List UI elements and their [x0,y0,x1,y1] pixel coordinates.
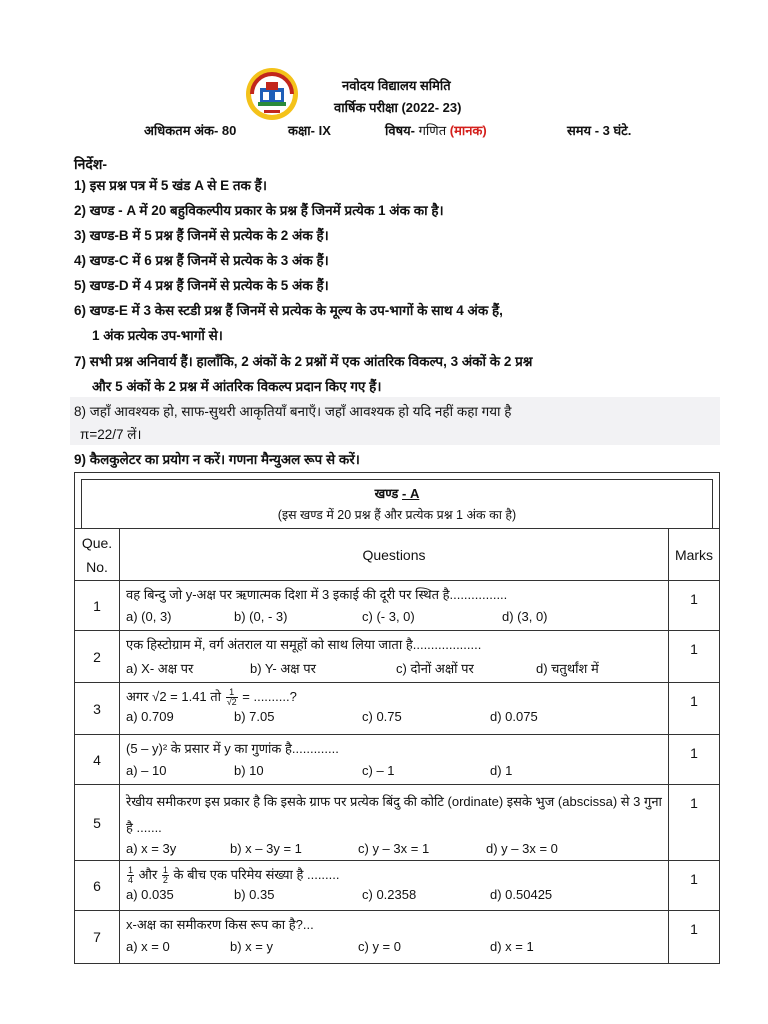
option-c: c) 0.75 [362,709,402,725]
question-cell [120,735,669,784]
question-text [126,865,662,885]
table-row [75,861,719,911]
option-d: d) y – 3x = 0 [486,841,558,856]
instruction-item: 9) कैलकुलेटर का प्रयोग न करें। गणना मैन्युअल रूप से करें। [74,452,360,467]
option-c: c) y = 0 [358,939,401,954]
options-row [126,939,662,959]
col-header-questions: Questions [120,529,669,580]
option-c: c) 0.2358 [362,887,417,903]
col-header-marks: Marks [674,546,714,563]
question-cell [120,785,669,860]
question-marks: 1 [690,745,698,761]
fraction-denominator: √2 [226,697,237,708]
org-name: नवोदय विद्यालय समिति [342,78,451,93]
option-d: d) (3, 0) [502,609,548,624]
options-row [126,659,662,679]
instruction-item: 6) खण्ड-E में 3 केस स्टडी प्रश्न हैं जिनमें से प्रत्येक के मूल्य के उप-भागों के साथ 4 अंक हैं, [74,303,503,318]
question-marks: 1 [690,693,698,709]
option-d: d) 0.075 [490,709,538,725]
option-a: a) 0.035 [126,887,174,903]
question-cell [120,911,669,963]
instruction-item: 8) जहाँ आवश्यक हो, साफ-सुथरी आकृतियाँ बनाएँ। जहाँ आवश्यक हो यदि नहीं कहा गया है [74,404,512,419]
option-a: a) – 10 [126,763,167,778]
section-title-letter: - A [402,486,420,501]
subject-label [385,121,487,139]
question-marks: 1 [690,641,698,657]
question-number: 4 [75,735,120,784]
col-header-no [75,529,120,580]
options-row [126,609,662,629]
section-title-prefix: खण्ड [374,486,403,501]
fraction-numerator: 1 [128,865,134,876]
option-b: b) x – 3y = 1 [230,841,302,856]
subject-name: गणित [418,123,447,138]
question-text: रेखीय समीकरण इस प्रकार है कि इसके ग्राफ पर प्रत्येक बिंदु की कोटि (ordinate) इसके भुज (abscissa) से 3 गुना है ....... [126,794,662,835]
fraction-denominator: 4 [128,875,134,886]
option-b: b) x = y [230,939,273,954]
instruction-item: 3) खण्ड-B में 5 प्रश्न हैं जिनमें से प्रत्येक के 2 अंक हैं। [74,228,329,243]
options-row [126,763,662,783]
option-b: b) 0.35 [234,887,275,903]
question-marks: 1 [690,871,698,887]
question-text: (5 – y)² के प्रसार में y का गुणांक है............. [126,741,339,756]
option-c: c) (- 3, 0) [362,609,415,624]
question-cell [120,683,669,734]
fraction-numerator: 1 [226,688,238,698]
question-number: 2 [75,631,120,682]
instruction-item-cont: और 5 अंकों के 2 प्रश्न में आंतरिक विकल्प प्रदान किए गए हैं। [92,379,382,394]
section-header-box [81,479,713,528]
instruction-item: 5) खण्ड-D में 4 प्रश्न हैं जिनमें से प्रत्येक के 5 अंक हैं। [74,278,329,293]
question-text: x-अक्ष का समीकरण किस रूप का है?... [126,917,314,932]
section-subtitle: (इस खण्ड में 20 प्रश्न हैं और प्रत्येक प्रश्न 1 अंक का है) [277,508,517,522]
option-c: c) y – 3x = 1 [358,841,430,856]
instruction-item: 1) इस प्रश्न पत्र में 5 खंड A से E तक हैं। [74,178,267,193]
option-a: a) X- अक्ष पर [126,661,194,676]
question-cell [120,581,669,630]
subject-prefix: विषय- [385,123,415,138]
instruction-item: 7) सभी प्रश्न अनिवार्य हैं। हालाँकि, 2 अंकों के 2 प्रश्नों में एक आंतरिक विकल्प, 3 अंकों के 2 प्रश्न [74,354,533,369]
table-row [75,785,719,861]
navodaya-logo [244,66,300,122]
max-marks: अधिकतम अंक- 80 [144,123,237,138]
options-row [126,887,662,907]
option-a: a) x = 3y [126,841,177,856]
option-a: a) (0, 3) [126,609,172,624]
question-text: एक हिस्टोग्राम में, वर्ग अंतराल या समूहों को साथ लिया जाता है................... [126,637,482,652]
option-c: c) – 1 [362,763,395,778]
section-title [82,484,712,502]
fraction-numerator: 1 [162,865,168,876]
question-text: वह बिन्दु जो y-अक्ष पर ऋणात्मक दिशा में 3 इकाई की दूरी पर स्थित है................ [126,587,508,602]
question-number: 6 [75,861,120,910]
question-text [126,687,662,707]
question-number: 3 [75,683,120,734]
question-marks: 1 [690,591,698,607]
option-b: b) Y- अक्ष पर [250,661,316,676]
section-header [75,473,719,529]
question-cell [120,631,669,682]
option-b: b) 7.05 [234,709,275,725]
table-row [75,631,719,683]
question-text-part: के बीच एक परिमेय संख्या है ......... [173,867,340,882]
subject-level: (मानक) [449,123,487,138]
question-text-part: = ..........? [242,689,297,704]
option-a: a) 0.709 [126,709,174,725]
option-b: b) (0, - 3) [234,609,288,624]
col-header-no-line2: No. [86,558,108,575]
fraction [127,866,134,885]
question-text-part: और [138,867,158,882]
col-header-no-line1: Que. [81,534,113,551]
instruction-item: 4) खण्ड-C में 6 प्रश्न हैं जिनमें से प्रत्येक के 3 अंक हैं। [74,253,329,268]
table-row [75,735,719,785]
question-table [74,472,720,964]
option-d: d) x = 1 [490,939,534,954]
option-d: d) 1 [490,763,513,778]
table-row [75,911,719,963]
option-d: d) चतुर्थांश में [536,661,599,676]
instruction-item-cont: π=22/7 लें। [80,427,142,442]
options-row [126,709,662,729]
options-row [126,841,662,861]
option-d: d) 0.50425 [490,887,553,903]
option-b: b) 10 [234,763,264,778]
time-label: समय - 3 घंटे. [567,123,632,138]
table-header-row [75,529,719,581]
instructions-title: निर्देश- [74,156,108,172]
question-cell [120,861,669,910]
question-text-part: अगर √2 = 1.41 तो [126,689,222,704]
class-label: कक्षा- IX [288,123,331,138]
fraction [226,688,238,707]
instruction-item: 2) खण्ड - A में 20 बहुविकल्पीय प्रकार के प्रश्न हैं जिनमें प्रत्येक 1 अंक का है। [74,203,444,218]
table-row [75,581,719,631]
instruction-item-cont: 1 अंक प्रत्येक उप-भागों से। [92,328,223,343]
question-number: 5 [75,785,120,860]
option-c: c) दोनों अक्षों पर [396,661,474,676]
question-marks: 1 [690,921,698,937]
question-number: 1 [75,581,120,630]
question-marks: 1 [690,795,698,811]
fraction [162,866,169,885]
fraction-denominator: 2 [162,875,168,886]
table-row [75,683,719,735]
exam-title: वार्षिक परीक्षा (2022- 23) [334,100,462,115]
option-a: a) x = 0 [126,939,170,954]
question-number: 7 [75,911,120,963]
